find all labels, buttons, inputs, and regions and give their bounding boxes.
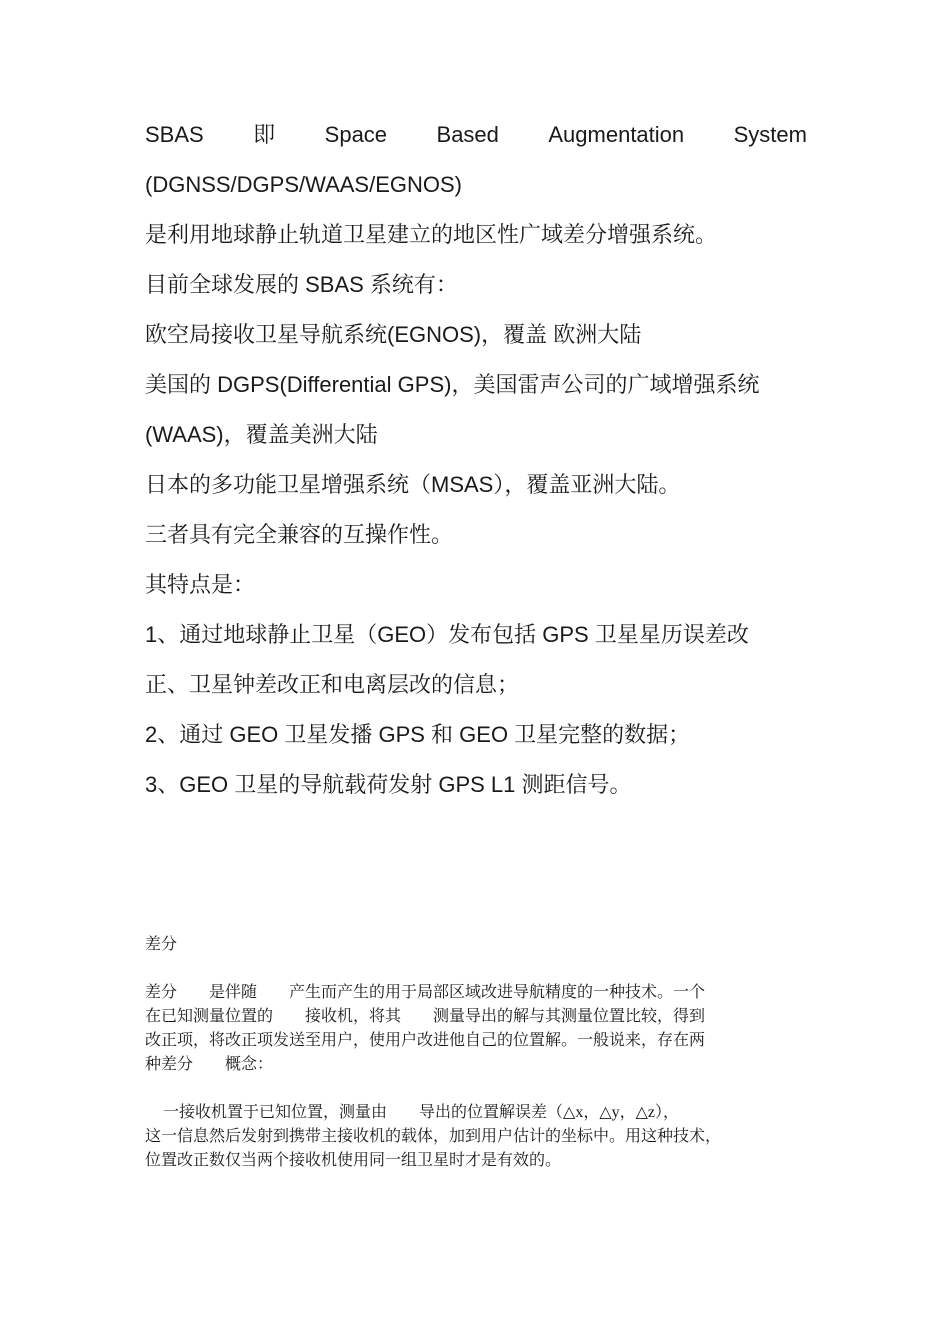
line-interoperability: 三者具有完全兼容的互操作性。: [145, 522, 454, 547]
text-run: 是伴随: [209, 984, 258, 1001]
paragraph-1-line-3: 改正项，将改正项发送至用户，使用户改进他自己的位置解。一般说来，存在两: [145, 1032, 706, 1049]
line-systems-intro: 目前全球发展的 SBAS 系统有：: [145, 272, 458, 297]
paragraph-2-line-1: [145, 1101, 807, 1125]
line-features-heading: 其特点是：: [145, 572, 256, 597]
text-run: 在已知测量位置的: [145, 1008, 274, 1025]
line-feature-1: 1、通过地球静止卫星（GEO）发布包括 GPS 卫星星历误差改: [145, 622, 749, 647]
text-run: 接收机，将其: [305, 1008, 402, 1025]
line-dgps: [145, 360, 807, 410]
line-description: 是利用地球静止轨道卫星建立的地区性广域差分增强系统。: [145, 222, 718, 247]
word: System: [733, 122, 807, 147]
text-run: 一接收机置于已知位置，测量由: [163, 1104, 388, 1121]
line-acronyms: (DGNSS/DGPS/WAAS/EGNOS): [145, 172, 463, 197]
word: Space: [324, 122, 388, 147]
paragraph-1-line-4: [145, 1053, 807, 1077]
line-dgps-text: 美国的 DGPS(Differential GPS)，美国雷声公司的广域增强系统: [145, 372, 760, 397]
paragraph-2-line-2: 这一信息然后发射到携带主接收机的载体，加到用户估计的坐标中。用这种技术，: [145, 1128, 722, 1145]
paragraph-1-line-1: [145, 981, 807, 1005]
word: Based: [436, 122, 499, 147]
text-run: 差分: [145, 984, 178, 1001]
line-feature-3: 3、GEO 卫星的导航载荷发射 GPS L1 测距信号。: [145, 772, 632, 797]
text-run: 测量导出的解与其测量位置比较，得到: [433, 1008, 706, 1025]
word: Augmentation: [548, 122, 685, 147]
line-msas: 日本的多功能卫星增强系统（MSAS），覆盖亚洲大陆。: [145, 472, 681, 497]
line-waas: (WAAS)，覆盖美洲大陆: [145, 422, 378, 447]
paragraph-1-line-2: [145, 1005, 807, 1029]
text-run: 概念：: [225, 1056, 274, 1073]
text-run: 导出的位置解误差（△x，△y，△z），: [419, 1104, 680, 1121]
word: SBAS: [145, 122, 204, 147]
line-feature-1-cont: 正、卫星钟差改正和电离层改的信息；: [145, 672, 520, 697]
text-run: 种差分: [145, 1056, 194, 1073]
paragraph-2-line-3: 位置改正数仅当两个接收机使用同一组卫星时才是有效的。: [145, 1152, 562, 1169]
line-feature-2: 2、通过 GEO 卫星发播 GPS 和 GEO 卫星完整的数据；: [145, 722, 691, 747]
word: 即: [253, 122, 276, 147]
section-heading-differential: 差分: [145, 936, 178, 953]
line-sbas-definition: [145, 110, 807, 160]
text-run: 产生而产生的用于局部区域改进导航精度的一种技术。一个: [289, 984, 706, 1001]
line-egnos: 欧空局接收卫星导航系统(EGNOS)，覆盖 欧洲大陆: [145, 322, 642, 347]
